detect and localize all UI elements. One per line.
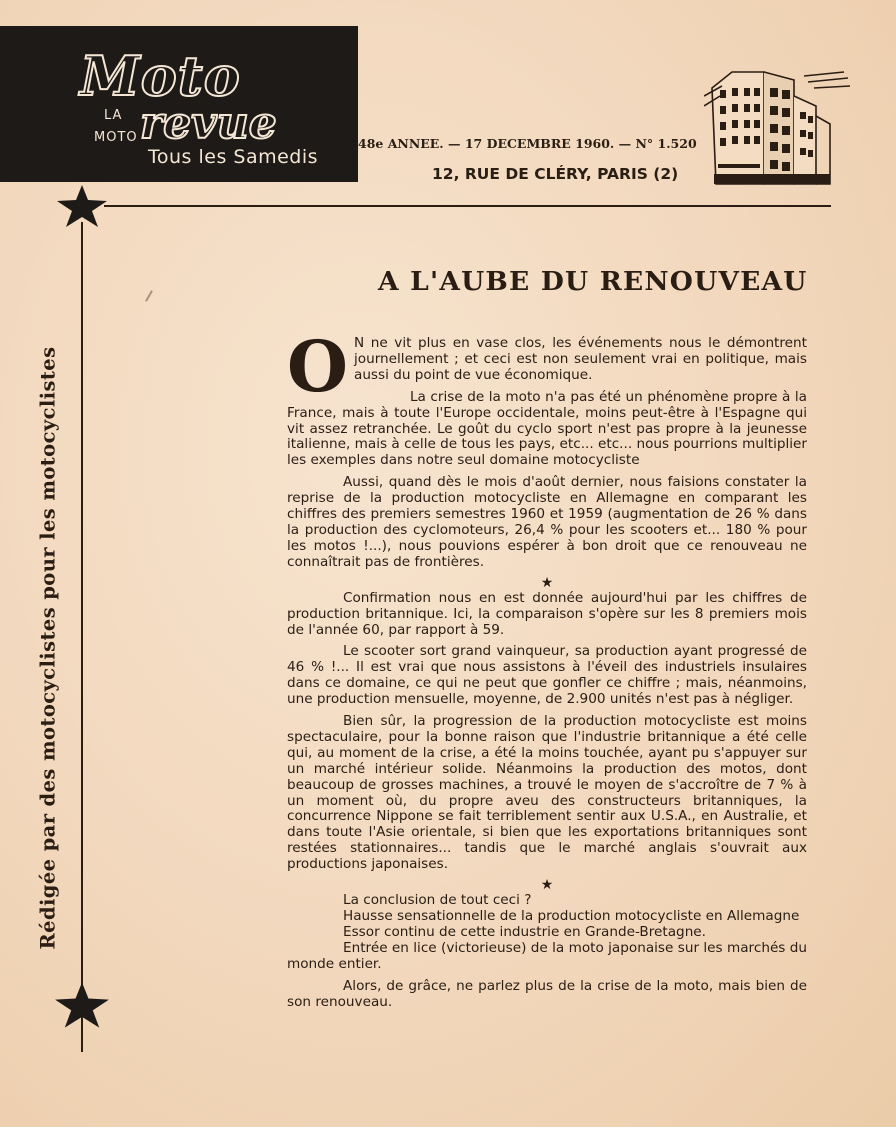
- article-paragraph: Aussi, quand dès le mois d'août dernier, nous faisions constater la reprise de la production motocycliste en Allemagne en comparant les chiffres des premiers semestres 1960 et 1959 (augmentation de 26 % dans la production des cyclomoteurs, 26,4 % pour les scooters et... 180 % pour les motos !...), nous pouvions espérer à bon droit que ce renouveau ne connaîtrait pas de frontières.: [287, 474, 807, 570]
- article-paragraph: Confirmation nous en est donnée aujourd'hui par les chiffres de production britannique. Ici, la comparaison s'opère sur les 8 premiers mois de l'année 60, par rapport à 59.: [287, 589, 807, 638]
- article-body: [287, 325, 807, 1016]
- building-illustration-icon: [704, 66, 850, 186]
- conclusion-line: Essor continu de cette industrie en Grande-Bretagne.: [343, 923, 706, 940]
- star-ornament-icon: [54, 980, 110, 1030]
- star-ornament-icon: [56, 184, 108, 228]
- section-separator-star: ★: [540, 877, 554, 894]
- logo-la-text: LA: [104, 108, 123, 123]
- paper-mark: [145, 290, 153, 301]
- conclusion-line: Hausse sensationnelle de la production motocycliste en Allemagne: [343, 908, 800, 924]
- issue-line: 48e ANNEE. — 17 DECEMBRE 1960. — N° 1.520: [358, 136, 697, 151]
- masthead-tagline: Tous les Samedis: [148, 146, 319, 168]
- drop-cap: O: [287, 325, 348, 408]
- logo-moto-text: Moto: [80, 44, 241, 108]
- conclusion-line: Alors, de grâce, ne parlez plus de la crise de la moto, mais bien de son renouveau.: [287, 977, 807, 1010]
- article-paragraph: [287, 325, 807, 408]
- article-paragraph: Le scooter sort grand vainqueur, sa production ayant progressé de 46 % !... Il est vrai que nous assistons à l'éveil des industriels insulaires dans ce domaine, ce qui ne peut que gonfler ce chiffre ; mais, néanmoins, une production mensuelle, moyenne, de 2.900 unités n'est pas à négliger.: [287, 643, 807, 708]
- logo-revue-text: revue: [140, 98, 277, 149]
- conclusion-line: Entrée en lice (victorieuse) de la moto japonaise sur les marchés du monde entier.: [287, 939, 807, 972]
- header-rule: [104, 205, 831, 207]
- article-paragraph: La crise de la moto n'a pas été un phénomène propre à la France, mais à toute l'Europe occidentale, moins peut-être à l'Espagne qui vit assez retranchée. Le goût du cyclo sport n'est pas propre à la jeunesse italienne, mais à celle de tous les pays, etc... etc... nous pourrions multiplier les exemples dans notre seul domaine motocycliste: [287, 388, 807, 469]
- article-paragraph: Bien sûr, la progression de la production motocycliste est moins spectaculaire, pour la bonne raison que l'industrie britannique a été celle qui, au moment de la crise, a été la moins touchée, ayant pu s'appuyer sur un marché intérieur solide. Néanmoins la production des motos, dont beaucoup de grosses machines, a trouvé le moyen de s'accroître de 7 % à un moment où, du propre aveu des constructeurs britanniques, la concurrence Nippone se fait terriblement sentir aux U.S.A., en Australie, et dans toute l'Asie orientale, si bien que les exportations britanniques sont restées stationnaires... tandis que le marché anglais s'ouvrait aux productions japonaises.: [287, 713, 807, 873]
- section-separator-star: ★: [540, 574, 554, 591]
- logo-moto-small-text: MOTO: [94, 130, 138, 145]
- article-paragraph-text: N ne vit plus en vase clos, les événements nous le démontrent journellement ; et ceci est non seulement vrai en politique, mais aussi du point de vue économique.: [353, 335, 807, 383]
- publisher-address: 12, RUE DE CLÉRY, PARIS (2): [432, 165, 679, 183]
- side-rule: [81, 222, 83, 1052]
- vertical-slogan: Rédigée par des motocyclistes pour les motocyclistes: [36, 346, 60, 950]
- conclusion-line: La conclusion de tout ceci ?: [343, 892, 532, 909]
- article-title: A L'AUBE DU RENOUVEAU: [378, 266, 808, 297]
- masthead: [0, 26, 358, 182]
